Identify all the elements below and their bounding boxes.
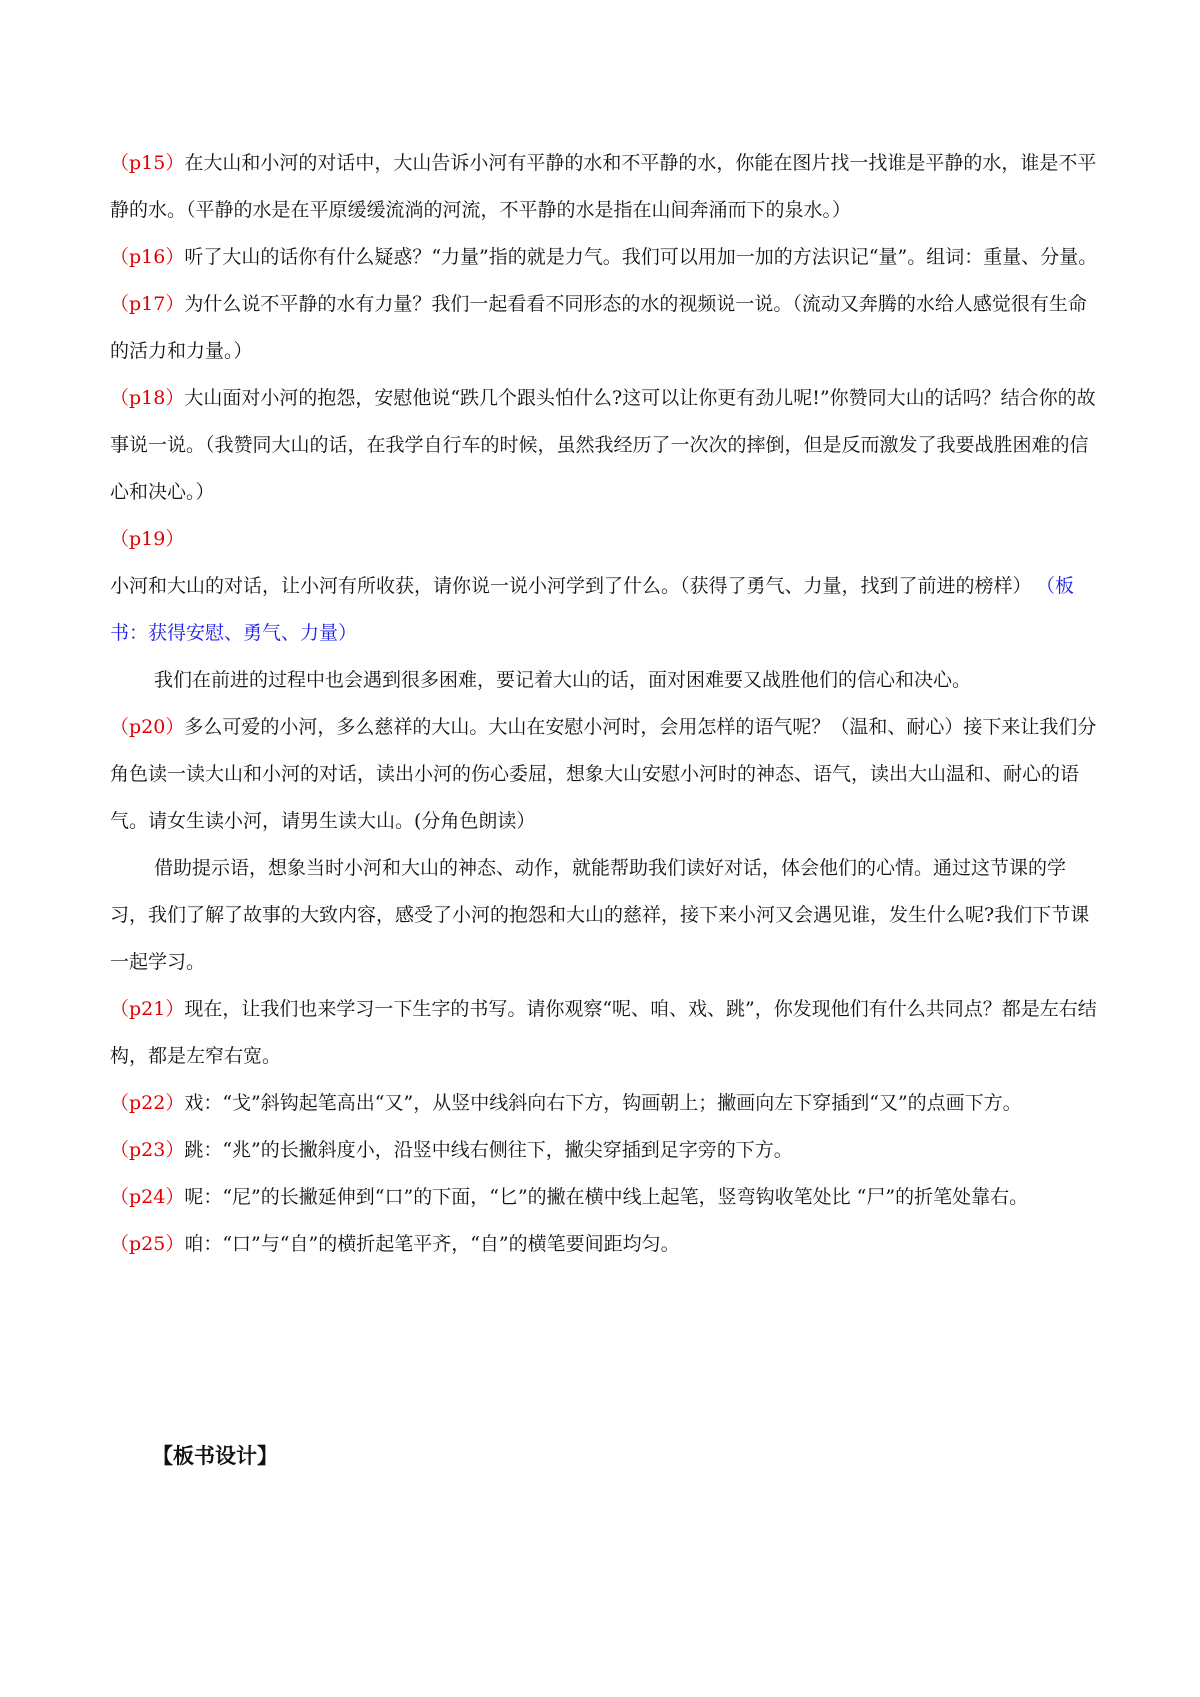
paragraph-text: 听了大山的话你有什么疑惑？“力量”指的就是力气。我们可以用加一加的方法识记“量”。组词：重量、分量。 [184, 246, 1098, 268]
paragraph-encouragement [110, 657, 1100, 704]
slide-tag: （p24） [110, 1186, 185, 1208]
slide-tag: （p15） [110, 152, 185, 174]
paragraph-text: 呢：“尼”的长撇延伸到“口”的下面，“匕”的撇在横中线上起笔，竖弯钩收笔处比 “尸”的折笔处靠右。 [184, 1186, 1029, 1208]
paragraph-text: 我们在前进的过程中也会遇到很多困难，要记着大山的话，面对困难要又战胜他们的信心和决心。 [154, 669, 972, 691]
slide-tag: （p18） [110, 387, 185, 409]
paragraph-p16 [110, 234, 1100, 281]
paragraph-p25 [110, 1221, 1100, 1268]
board-note: （板书：获得安慰、勇气、力量） [110, 575, 1075, 644]
paragraph-summary [110, 845, 1100, 986]
paragraph-text: 戏：“戈”斜钩起笔高出“又”，从竖中线斜向右下方，钩画朝上；撇画向左下穿插到“又”的点画下方。 [184, 1092, 1022, 1114]
paragraph-p19 [110, 516, 1100, 657]
slide-tag: （p21） [110, 998, 185, 1020]
paragraph-p17 [110, 281, 1100, 375]
slide-tag: （p22） [110, 1092, 185, 1114]
paragraph-text: 为什么说不平静的水有力量？我们一起看看不同形态的水的视频说一说。（流动又奔腾的水给人感觉很有生命的活力和力量。） [110, 293, 1087, 362]
paragraph-text: 跳：“兆”的长撇斜度小，沿竖中线右侧往下，撇尖穿插到足字旁的下方。 [184, 1139, 793, 1161]
paragraph-p21 [110, 986, 1100, 1080]
paragraph-text: 借助提示语，想象当时小河和大山的神态、动作，就能帮助我们读好对话，体会他们的心情。通过这节课的学习，我们了解了故事的大致内容，感受了小河的抱怨和大山的慈祥，接下来小河又会遇见谁，发生什么呢?我们下节课一起学习。 [110, 857, 1090, 973]
paragraph-p18 [110, 375, 1100, 516]
paragraph-text: 咱：“口”与“自”的横折起笔平齐，“自”的横笔要间距均匀。 [184, 1233, 680, 1255]
paragraph-text: 多么可爱的小河，多么慈祥的大山。大山在安慰小河时，会用怎样的语气呢？（温和、耐心）接下来让我们分角色读一读大山和小河的对话，读出小河的伤心委屈，想象大山安慰小河时的神态、语气，读出大山温和、耐心的语气。请女生读小河，请男生读大山。(分角色朗读） [110, 716, 1097, 832]
paragraph-text: 小河和大山的对话，让小河有所收获，请你说一说小河学到了什么。（获得了勇气、力量，找到了前进的榜样） [110, 575, 1032, 597]
section-heading-board-design: 【板书设计】 [152, 1444, 278, 1468]
paragraph-p24 [110, 1174, 1100, 1221]
paragraph-p15 [110, 140, 1100, 234]
slide-tag: （p25） [110, 1233, 185, 1255]
document-body [110, 140, 1100, 1268]
paragraph-p23 [110, 1127, 1100, 1174]
paragraph-p20 [110, 704, 1100, 845]
slide-tag: （p16） [110, 246, 185, 268]
slide-tag: （p23） [110, 1139, 185, 1161]
paragraph-p22 [110, 1080, 1100, 1127]
paragraph-text: 现在，让我们也来学习一下生字的书写。请你观察“呢、咱、戏、跳”，你发现他们有什么共同点？都是左右结构，都是左窄右宽。 [110, 998, 1097, 1067]
slide-tag: （p19） [110, 528, 185, 550]
slide-tag: （p20） [110, 716, 185, 738]
paragraph-text: 在大山和小河的对话中，大山告诉小河有平静的水和不平静的水，你能在图片找一找谁是平静的水，谁是不平静的水。（平静的水是在平原缓缓流淌的河流，不平静的水是指在山间奔涌而下的泉水。） [110, 152, 1097, 221]
paragraph-text: 大山面对小河的抱怨，安慰他说“跌几个跟头怕什么?这可以让你更有劲儿呢!”你赞同大山的话吗？结合你的故事说一说。（我赞同大山的话，在我学自行车的时候，虽然我经历了一次次的摔倒，但是反而激发了我要战胜困难的信心和决心。） [110, 387, 1096, 503]
slide-tag: （p17） [110, 293, 185, 315]
